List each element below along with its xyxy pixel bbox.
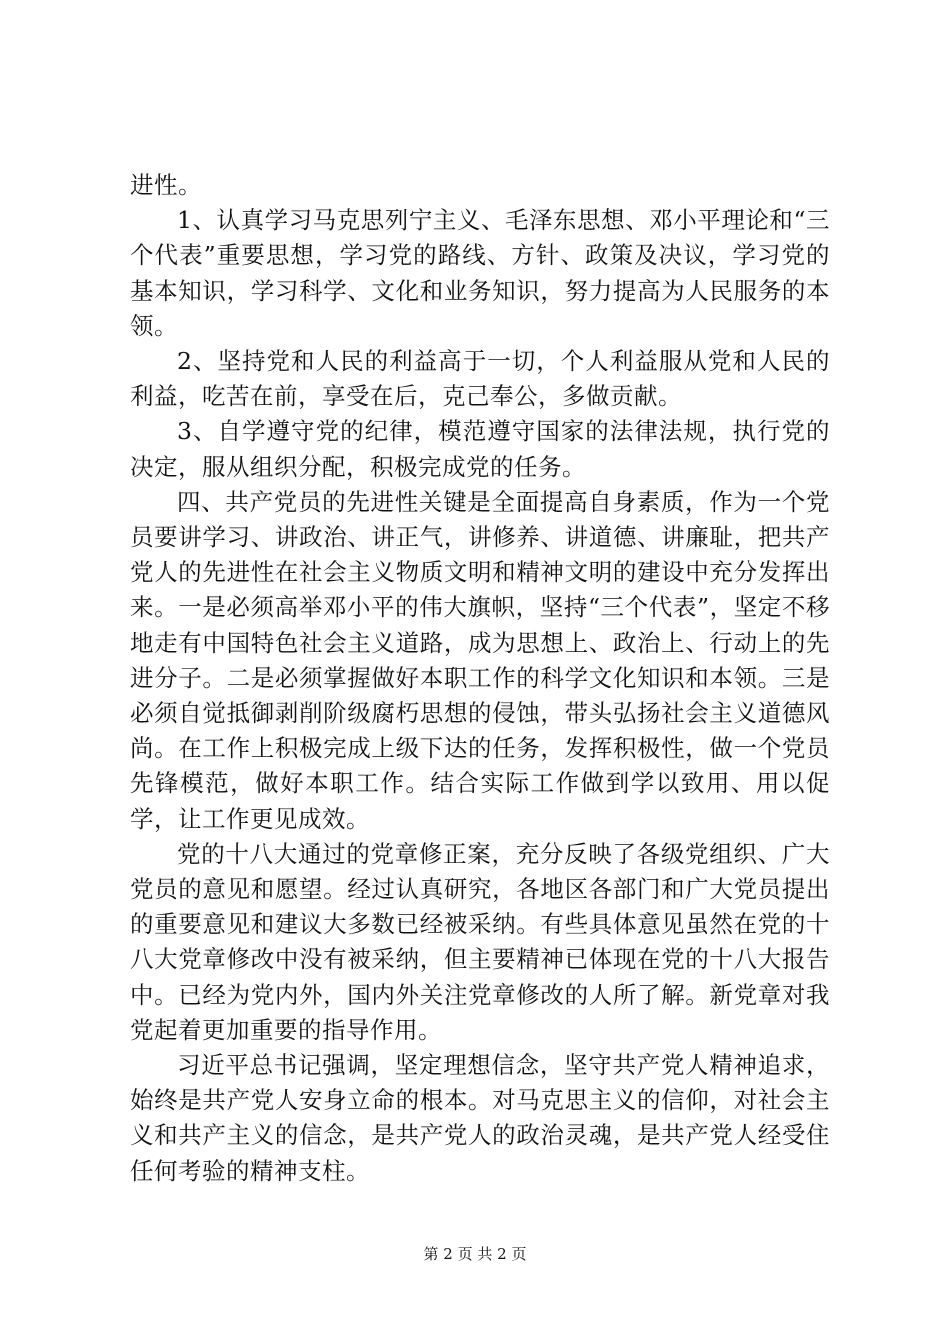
paragraph-item-2: 2、坚持党和人民的利益高于一切，个人利益服从党和人民的利益，吃苦在前，享受在后，克己奉公，多做贡献。 bbox=[130, 347, 830, 411]
paragraph-party-constitution: 党的十八大通过的党章修正案，充分反映了各级党组织、广大党员的意见和愿望。经过认真研究，各地区各部门和广大党员提出的重要意见和建议大多数已经被采纳。有些具体意见虽然在党的十八大党章修改中没有被采纳，但主要精神已体现在党的十八大报告中。已经为党内外，国内外关注党章修改的人所了解。新党章对我党起着更加重要的指导作用。 bbox=[130, 839, 830, 1044]
paragraph-item-1: 1、认真学习马克思列宁主义、毛泽东思想、邓小平理论和“三个代表”重要思想，学习党的路线、方针、政策及决议，学习党的基本知识，学习科学、文化和业务知识，努力提高为人民服务的本领。 bbox=[130, 206, 830, 340]
paragraph-ideals-beliefs: 习近平总书记强调，坚定理想信念，坚守共产党人精神追求，始终是共产党人安身立命的根本。对马克思主义的信仰，对社会主义和共产主义的信念，是共产党人的政治灵魂，是共产党人经受住任何考验的精神支柱。 bbox=[130, 1051, 830, 1185]
paragraph-item-3: 3、自学遵守党的纪律，模范遵守国家的法律法规，执行党的决定，服从组织分配，积极完成党的任务。 bbox=[130, 417, 830, 481]
page-footer: 第 2 页 共 2 页 bbox=[423, 1245, 527, 1263]
document-body bbox=[130, 168, 830, 1189]
paragraph-section-4: 四、共产党员的先进性关键是全面提高自身素质，作为一个党员要讲学习、讲政治、讲正气，讲修养、讲道德、讲廉耻，把共产党人的先进性在社会主义物质文明和精神文明的建设中充分发挥出来。一是必须高举邓小平的伟大旗帜，坚持“三个代表”，坚定不移地走有中国特色社会主义道路，成为思想上、政治上、行动上的先进分子。二是必须掌握做好本职工作的科学文化知识和本领。三是必须自觉抵御剥削阶级腐朽思想的侵蚀，带头弘扬社会主义道德风尚。在工作上积极完成上级下达的任务，发挥积极性，做一个党员先锋模范，做好本职工作。结合实际工作做到学以致用、用以促学，让工作更见成效。 bbox=[130, 487, 830, 833]
paragraph-continuation: 进性。 bbox=[130, 171, 202, 199]
